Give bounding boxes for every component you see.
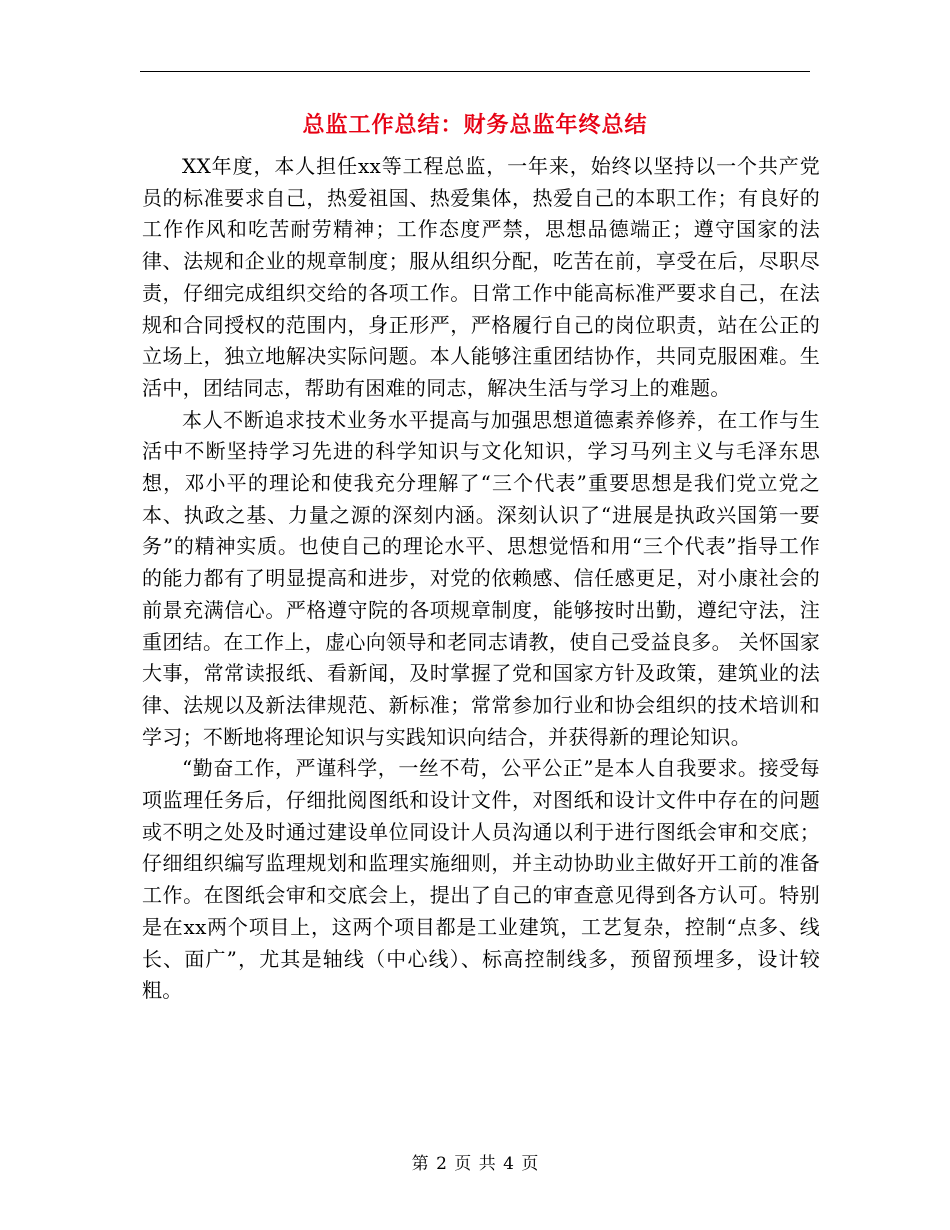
document-title: 总监工作总结：财务总监年终总结: [302, 113, 648, 138]
document-body: [142, 151, 820, 1007]
header-rule: [140, 71, 810, 72]
page-number-footer: 第 2 页 共 4 页: [411, 1154, 539, 1174]
paragraph: “勤奋工作，严谨科学，一丝不苟，公平公正”是本人自我要求。接受每项监理任务后，仔细批阅图纸和设计文件，对图纸和设计文件中存在的问题或不明之处及时通过建设单位同设计人员沟通以利于进行图纸会审和交底；仔细组织编写监理规划和监理实施细则，并主动协助业主做好开工前的准备工作。在图纸会审和交底会上，提出了自己的审查意见得到各方认可。特别是在xx两个项目上，这两个项目都是工业建筑，工艺复杂，控制“点多、线长、面广”，尤其是轴线（中心线）、标高控制线多，预留预埋多，设计较粗。: [142, 756, 820, 1003]
paragraph: 本人不断追求技术业务水平提高与加强思想道德素养修养，在工作与生活中不断坚持学习先进的科学知识与文化知识，学习马列主义与毛泽东思想，邓小平的理论和使我充分理解了“三个代表”重要思想是我们党立党之本、执政之基、力量之源的深刻内涵。深刻认识了“进展是执政兴国第一要务”的精神实质。也使自己的理论水平、思想觉悟和用“三个代表”指导工作的能力都有了明显提高和进步，对党的依赖感、信任感更足，对小康社会的前景充满信心。严格遵守院的各项规章制度，能够按时出勤，遵纪守法，注重团结。在工作上，虚心向领导和老同志请教，使自己受益良多。 关怀国家大事，常常读报纸、看新闻，及时掌握了党和国家方针及政策，建筑业的法律、法规以及新法律规范、新标准；常常参加行业和协会组织的技术培训和学习；不断地将理论知识与实践知识向结合，并获得新的理论知识。: [142, 407, 820, 749]
paragraph: XX年度，本人担任xx等工程总监，一年来，始终以坚持以一个共产党员的标准要求自己，热爱祖国、热爱集体，热爱自己的本职工作；有良好的工作作风和吃苦耐劳精神；工作态度严禁，思想品德端正；遵守国家的法律、法规和企业的规章制度；服从组织分配，吃苦在前，享受在后，尽职尽责，仔细完成组织交给的各项工作。日常工作中能高标准严要求自己，在法规和合同授权的范围内，身正形严，严格履行自己的岗位职责，站在公正的立场上，独立地解决实际问题。本人能够注重团结协作，共同克服困难。生活中，团结同志，帮助有困难的同志，解决生活与学习上的难题。: [142, 154, 820, 400]
